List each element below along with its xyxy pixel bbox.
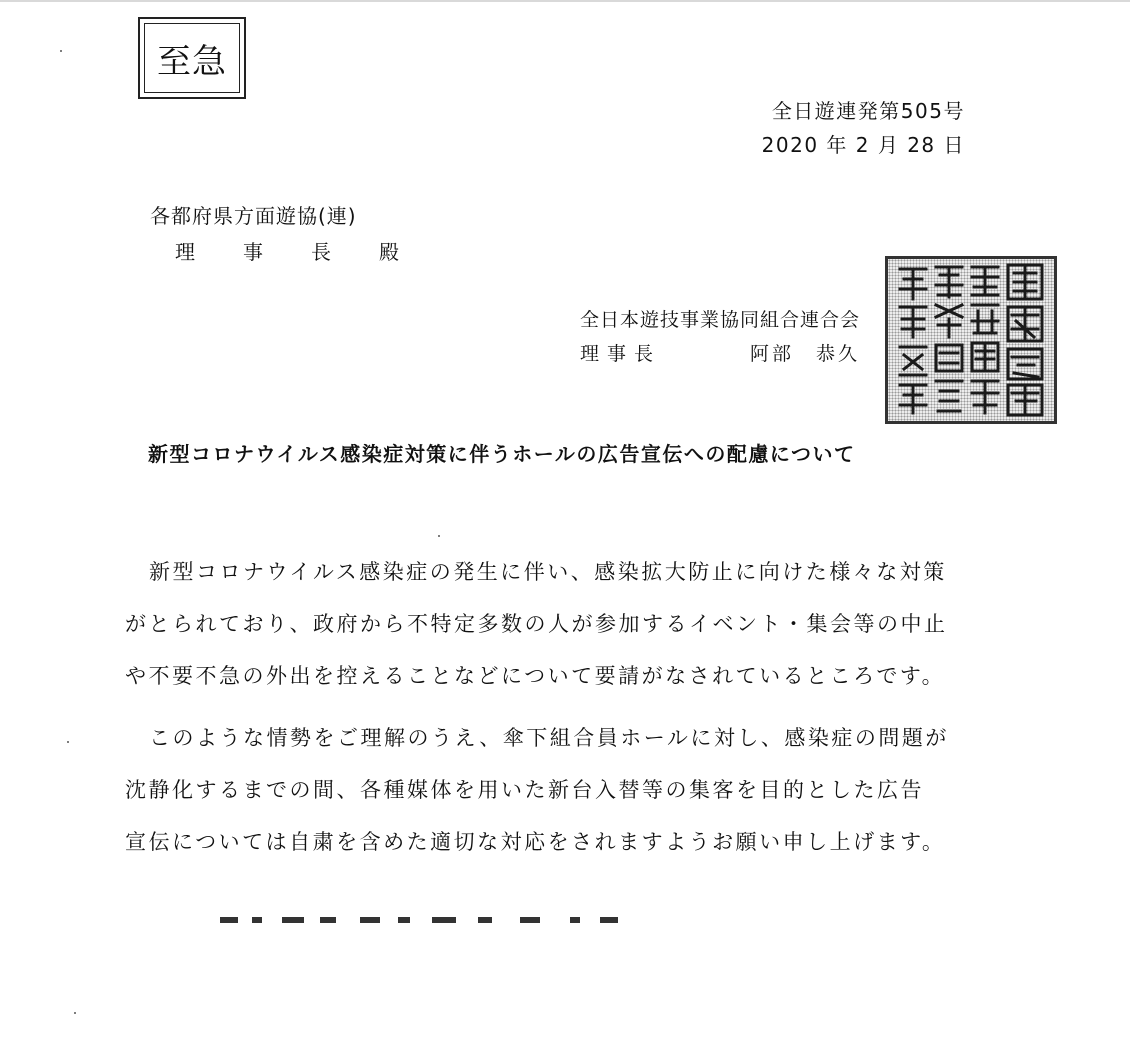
sender-family-name: 阿部 [750,343,795,365]
recipient-block [150,198,447,270]
body-paragraph-1 [125,546,1005,702]
official-seal [885,256,1057,424]
recipient-title-char: 理 [175,240,198,264]
document-date: 2020 年 2 月 28 日 [761,133,965,157]
urgent-stamp-box [138,17,246,99]
recipient-title [150,234,447,270]
scan-speck [74,1012,76,1014]
body-line: 沈静化するまでの間、各種媒体を用いた新台入替等の集客を目的とした広告 [125,778,924,802]
body-line: がとられており、政府から不特定多数の人が参加するイベント・集会等の中止 [125,612,948,636]
document-number: 全日遊連発第505号 [771,99,965,123]
seal-glyphs [888,259,1054,421]
recipient-title-char: 殿 [379,240,402,264]
sender-organization: 全日本遊技事業協同組合連合会 [580,309,861,331]
scan-speck [438,535,440,537]
sender-block [580,303,860,371]
body-line: 新型コロナウイルス感染症の発生に伴い、感染拡大防止に向けた様々な対策 [149,560,947,584]
body-line: や不要不急の外出を控えることなどについて要請がなされているところです。 [125,664,946,688]
body-line: 宣伝については自粛を含めた適切な対応をされますようお願い申し上げます。 [125,830,946,854]
urgent-label: 至急 [157,41,227,82]
sender-name [750,337,860,371]
recipient-title-char: 事 [243,240,266,264]
sender-signature-row [580,337,860,371]
sender-role: 理事長 [580,343,662,365]
cut-off-text-line [220,917,640,927]
page-top-edge [0,0,1130,2]
document-body [125,546,1005,878]
sender-given-name: 恭久 [816,343,861,365]
body-line: このような情勢をご理解のうえ、傘下組合員ホールに対し、感染症の問題が [149,726,949,750]
body-paragraph-2 [125,712,1005,868]
document-subject: 新型コロナウイルス感染症対策に伴うホールの広告宣伝への配慮について [148,442,856,466]
scan-speck [67,741,69,743]
recipient-title-char: 長 [311,240,334,264]
scan-speck [60,50,62,52]
recipient-organization: 各都府県方面遊協(連) [150,204,357,228]
document-header-meta [762,94,965,162]
